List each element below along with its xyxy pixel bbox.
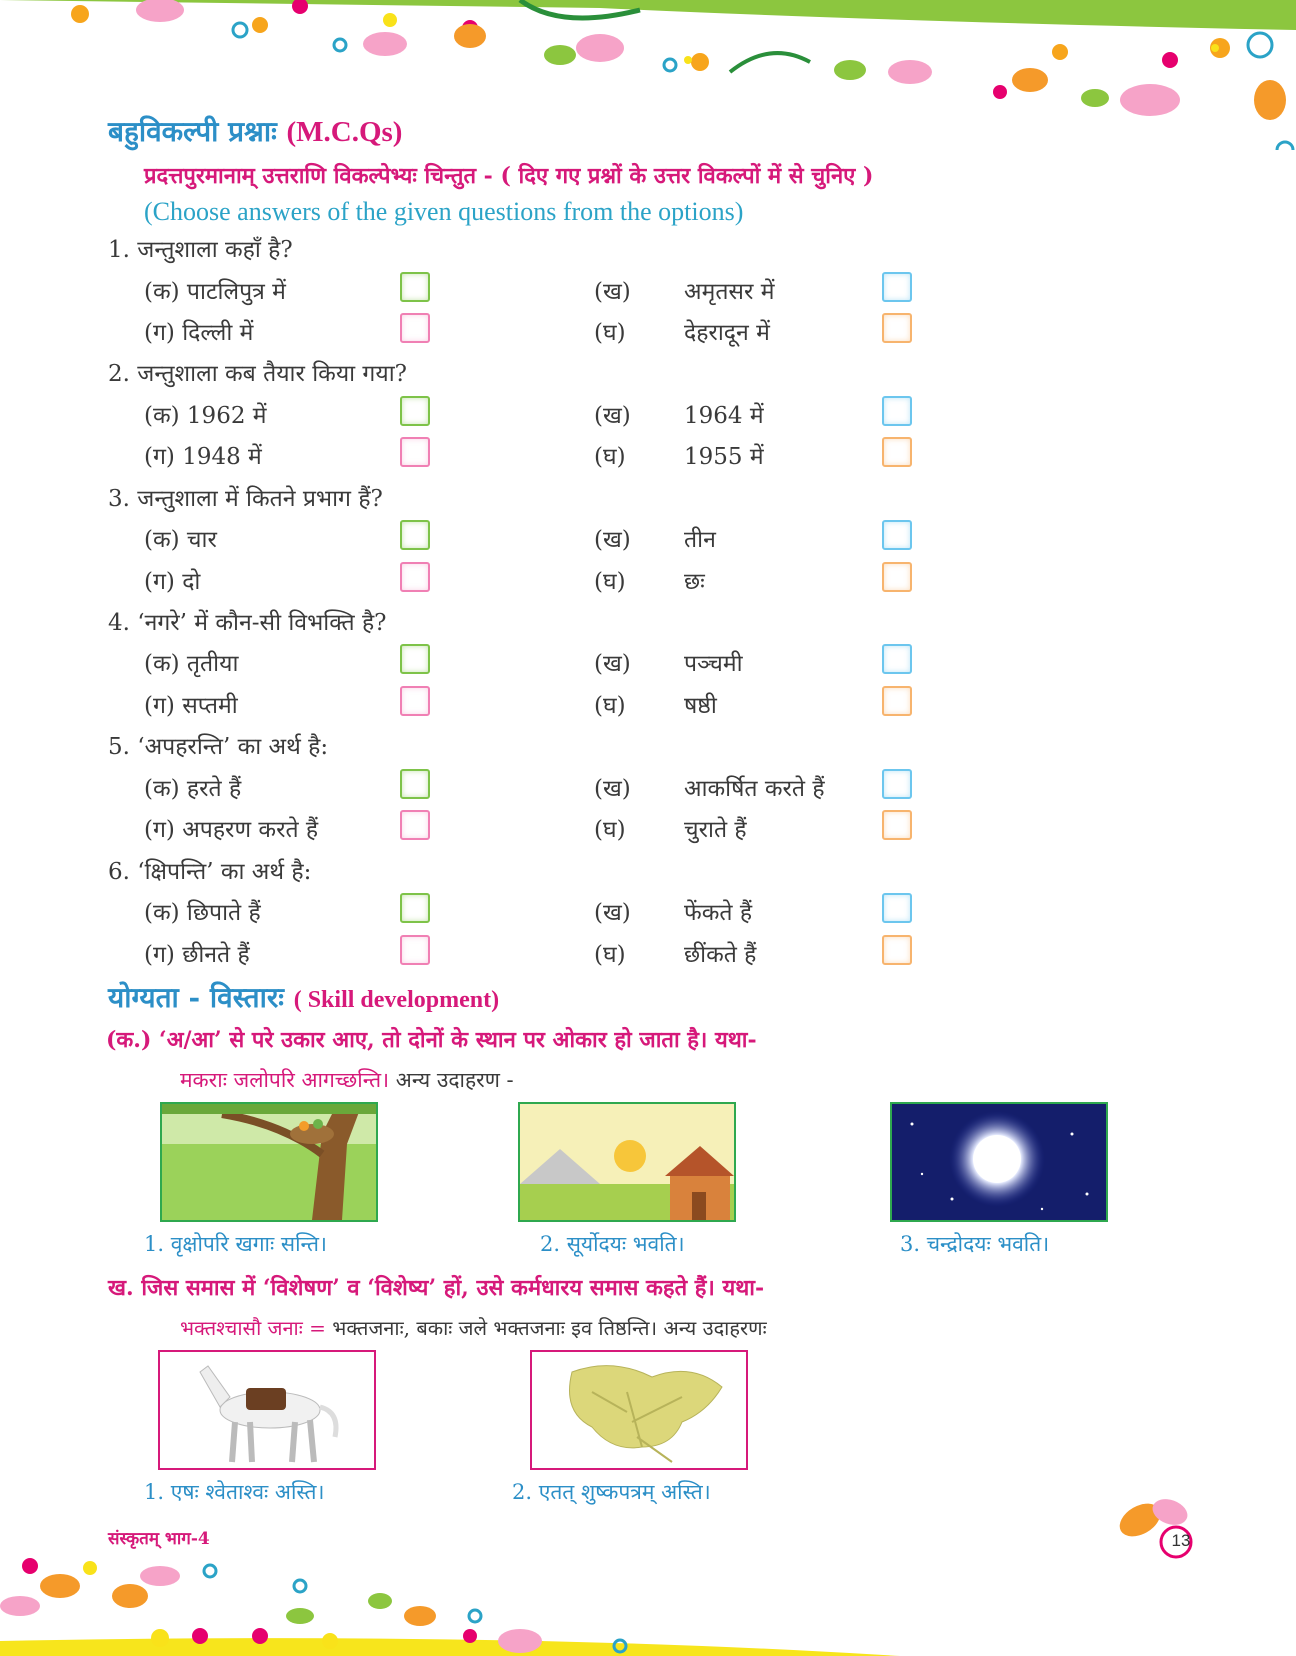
option-kha: फेंकते हैं (684, 900, 753, 926)
question-text: 4. ‘नगरे’ में कौन-सी विभक्ति है? (108, 609, 387, 636)
option-kha: पञ्चमी (684, 651, 743, 678)
option-kha: आकर्षित करते हैं (684, 775, 825, 802)
option-gha-label: (घ) (594, 320, 626, 346)
checkbox-ga[interactable] (400, 562, 430, 592)
option-gha: षष्ठी (684, 692, 717, 719)
question-text: 6. ‘क्षिपन्ति’ का अर्थ है: (108, 858, 312, 885)
option-kha-label: (ख) (594, 402, 631, 429)
example-kha (180, 1314, 767, 1341)
checkbox-ka[interactable] (400, 396, 430, 426)
option-ka: (क) पाटलिपुत्र में (144, 278, 286, 305)
option-kha-label: (ख) (594, 651, 631, 678)
mcq-instruction-hindi: प्रदत्तपुरमानाम् उत्तराणि विकल्पेभ्यः चिन्तुत - ( दिए गए प्रश्नों के उत्तर विकल्पों में से चुनिए ) (144, 163, 874, 189)
option-gha-label: (घ) (594, 568, 626, 595)
option-gha: देहरादून में (684, 320, 770, 346)
checkbox-ka[interactable] (400, 520, 430, 550)
option-kha-label: (ख) (594, 775, 631, 802)
example-kha-compound: भक्तश्चासौ जनाः = (180, 1316, 326, 1340)
caption-ka-3: 3. चन्द्रोदयः भवति। (900, 1232, 1050, 1256)
checkbox-kha[interactable] (882, 893, 912, 923)
tree-nest-image (160, 1102, 378, 1222)
option-ga: (ग) छीनते हैं (144, 941, 250, 968)
option-ka: (क) 1962 में (144, 402, 267, 429)
mcq-title-english: (M.C.Qs) (286, 116, 403, 148)
option-kha: अमृतसर में (684, 278, 775, 305)
skill-title-english: ( Skill development) (293, 987, 500, 1013)
option-gha: 1955 में (684, 444, 764, 471)
checkbox-ga[interactable] (400, 935, 430, 965)
example-ka (180, 1066, 514, 1094)
question-text: 2. जन्तुशाला कब तैयार किया गया? (108, 361, 408, 388)
skill-title-hindi: योग्यता - विस्तारः (108, 981, 284, 1014)
question-text: 3. जन्तुशाला में कितने प्रभाग हैं? (108, 485, 383, 512)
caption-kha-2: 2. एतत् शुष्कपत्रम् अस्ति। (512, 1480, 711, 1504)
option-ka: (क) चार (144, 527, 217, 554)
dry-leaf-image (530, 1350, 748, 1470)
checkbox-gha[interactable] (882, 810, 912, 840)
checkbox-ga[interactable] (400, 437, 430, 467)
checkbox-gha[interactable] (882, 562, 912, 592)
checkbox-gha[interactable] (882, 935, 912, 965)
rule-kha: ख. जिस समास में ‘विशेषण’ व ‘विशेष्य’ हों, उसे कर्मधारय समास कहते हैं। यथा- (108, 1275, 765, 1301)
book-title: संस्कृतम् भाग-4 (108, 1529, 210, 1549)
checkbox-gha[interactable] (882, 437, 912, 467)
example-kha-other: भक्तजनाः, बकाः जले भक्तजनाः इव तिष्ठन्ति। अन्य उदाहरणः (325, 1316, 767, 1340)
skill-section-title (108, 978, 499, 1016)
checkbox-kha[interactable] (882, 644, 912, 674)
option-kha-label: (ख) (594, 527, 631, 554)
checkbox-ka[interactable] (400, 769, 430, 799)
option-gha-label: (घ) (594, 444, 626, 471)
option-gha: छः (684, 568, 705, 595)
checkbox-kha[interactable] (882, 520, 912, 550)
moonrise-image (890, 1102, 1108, 1222)
option-ga: (ग) दो (144, 568, 201, 595)
option-gha-label: (घ) (594, 941, 626, 968)
checkbox-ga[interactable] (400, 686, 430, 716)
checkbox-ka[interactable] (400, 893, 430, 923)
option-ga: (ग) दिल्ली में (144, 320, 254, 346)
example-ka-other: अन्य उदाहरण - (389, 1068, 514, 1092)
caption-ka-1: 1. वृक्षोपरि खगाः सन्ति। (144, 1232, 327, 1256)
mcq-instruction-english: (Choose answers of the given questions from the options) (144, 197, 744, 226)
checkbox-kha[interactable] (882, 272, 912, 302)
checkbox-ka[interactable] (400, 272, 430, 302)
caption-kha-1: 1. एषः श्वेताश्वः अस्ति। (144, 1480, 325, 1504)
example-ka-sentence: मकराः जलोपरि आगच्छन्ति। (180, 1068, 390, 1092)
mcq-section-title (108, 112, 402, 150)
checkbox-kha[interactable] (882, 396, 912, 426)
option-ka: (क) तृतीया (144, 651, 239, 678)
option-kha: 1964 में (684, 402, 764, 429)
bottom-floral-border (0, 1556, 1296, 1656)
checkbox-kha[interactable] (882, 769, 912, 799)
page-number: 13 (1171, 1531, 1191, 1550)
option-ga: (ग) सप्तमी (144, 692, 238, 719)
checkbox-gha[interactable] (882, 686, 912, 716)
checkbox-ka[interactable] (400, 644, 430, 674)
white-horse-image (158, 1350, 376, 1470)
mcq-title-hindi: बहुविकल्पी प्रश्नाः (108, 115, 277, 148)
option-ga: (ग) 1948 में (144, 444, 262, 471)
checkbox-ga[interactable] (400, 810, 430, 840)
sunrise-image (518, 1102, 736, 1222)
question-text: 1. जन्तुशाला कहाँ है? (108, 237, 293, 263)
option-kha-label: (ख) (594, 278, 631, 305)
option-ka: (क) हरते हैं (144, 775, 242, 802)
checkbox-gha[interactable] (882, 313, 912, 343)
option-gha-label: (घ) (594, 817, 626, 844)
option-kha-label: (ख) (594, 900, 631, 926)
option-gha: चुराते हैं (684, 817, 747, 844)
rule-ka: (क.) ‘अ/आ’ से परे उकार आए, तो दोनों के स्थान पर ओकार हो जाता है। यथा- (106, 1027, 757, 1053)
option-gha: छींकते हैं (684, 941, 757, 968)
option-ka: (क) छिपाते हैं (144, 900, 261, 926)
option-ga: (ग) अपहरण करते हैं (144, 817, 319, 844)
option-kha: तीन (684, 527, 716, 554)
checkbox-ga[interactable] (400, 313, 430, 343)
caption-ka-2: 2. सूर्योदयः भवति। (540, 1232, 685, 1256)
question-text: 5. ‘अपहरन्ति’ का अर्थ है: (108, 734, 329, 761)
option-gha-label: (घ) (594, 692, 626, 719)
